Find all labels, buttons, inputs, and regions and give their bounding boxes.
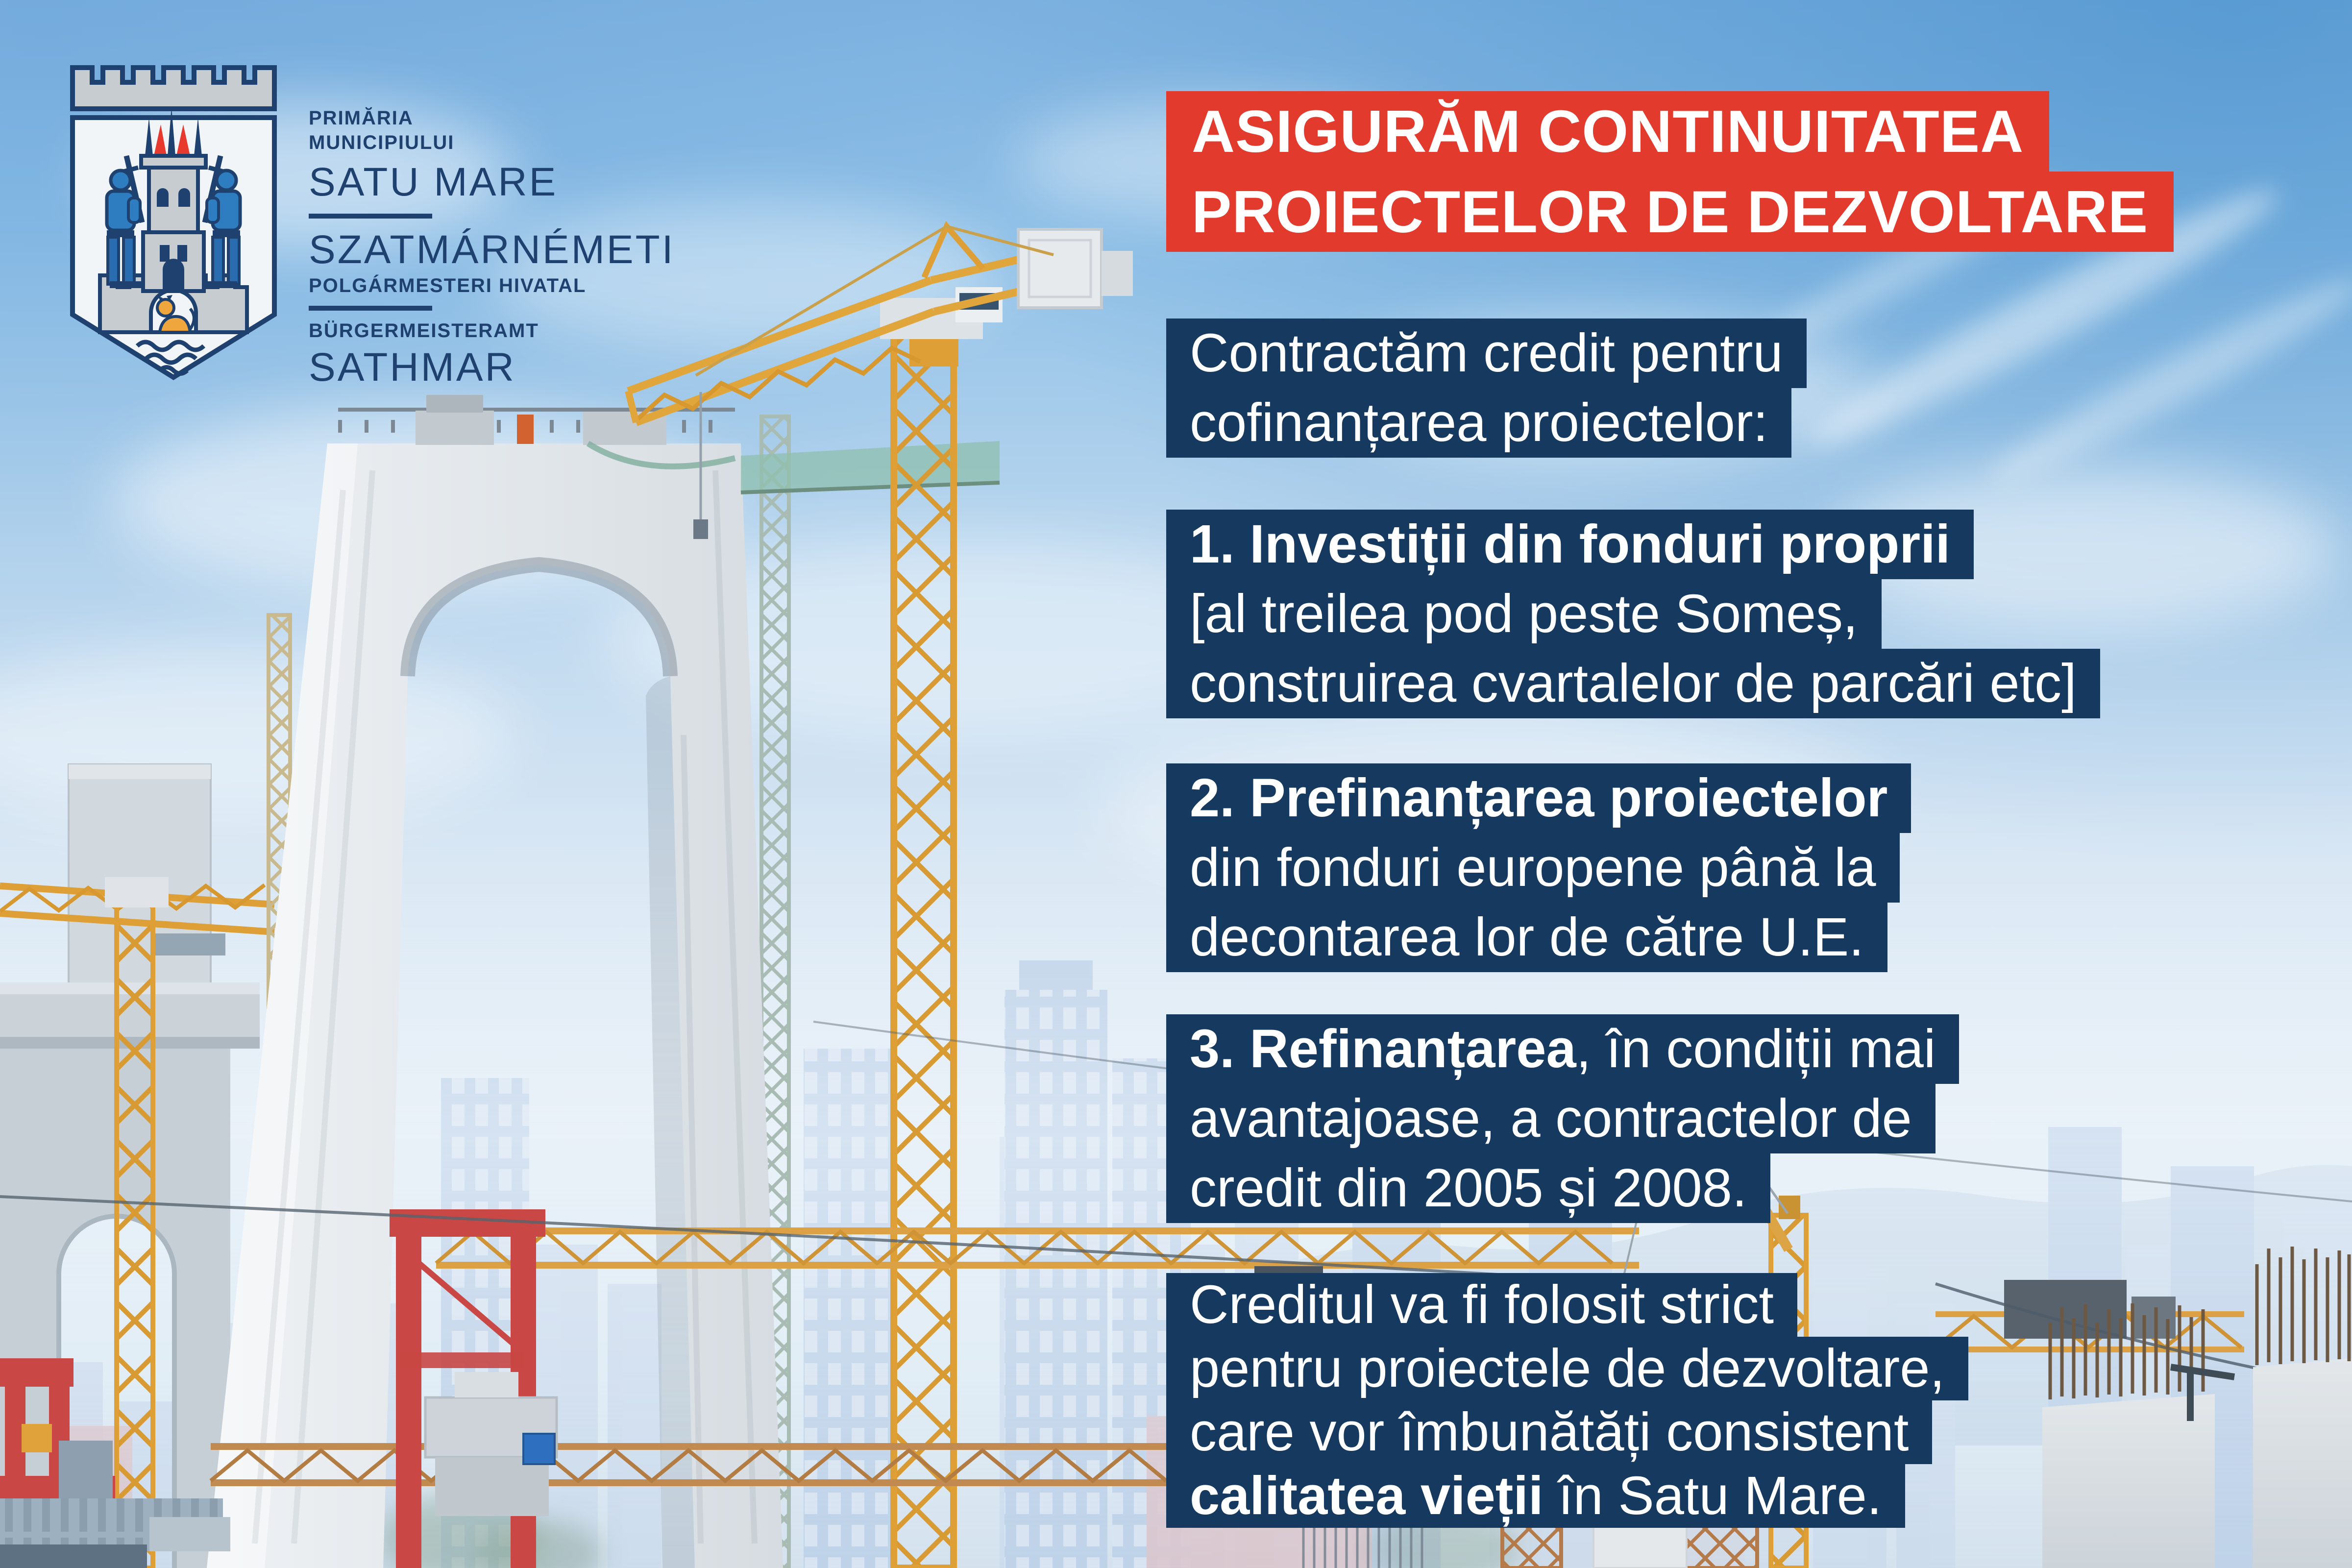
headline-line-1 [1166,91,2049,172]
item2-line-2 [1166,833,1900,903]
item1-text-2: [al treilea pod peste Someș, [1190,584,1858,644]
headline-line-2 [1166,172,2174,252]
outro-text-3: care vor îmbunătăți consistent [1190,1402,1909,1462]
item1-line-3 [1166,649,2100,718]
headline-text-1: ASIGURĂM CONTINUITATEA [1192,98,2024,165]
shield-battlements [73,68,274,109]
item1-title-text: 1. Investiții din fonduri proprii [1190,514,1951,574]
item3-text-2: avantajoase, a contractelor de [1190,1088,1912,1149]
outro-line-2 [1166,1337,1968,1400]
intro-text-1: Contractăm credit pentru [1190,323,1783,383]
outro-line-3 [1166,1400,1932,1464]
item3-line-2 [1166,1084,1936,1153]
outro-line-4 [1166,1464,1905,1528]
item2-line-3 [1166,903,1887,972]
item2-title [1166,763,1911,833]
city-name-hu: SZATMÁRNÉMETI [309,227,675,272]
headline-banner [1166,91,2174,252]
satu-mare-coat-of-arms-icon [69,60,278,387]
authority-ro-line1: PRIMĂRIA [309,107,414,129]
item2-text-3: decontarea lor de către U.E. [1190,907,1864,967]
city-name-ro: SATU MARE [309,160,558,204]
outro-text-4-bold: calitatea vieții [1190,1466,1544,1526]
city-name-de: SATHMAR [309,345,516,390]
headline-text-2: PROIECTELOR DE DEZVOLTARE [1192,178,2149,245]
item3-text-3: credit din 2005 și 2008. [1190,1158,1747,1218]
outro-paragraph [1166,1273,1968,1528]
divider [309,306,432,311]
intro-text-2: cofinanțarea proiectelor: [1190,392,1768,453]
outro-text-2: pentru proiectele de dezvoltare, [1190,1338,1945,1398]
item3-title-bold: 3. Refinanțarea [1190,1019,1576,1079]
list-item-1 [1166,510,2100,718]
outro-line-1 [1166,1273,1797,1337]
list-item-3 [1166,1014,1959,1223]
blue-container [523,1434,555,1464]
divider [309,214,432,219]
authority-hu: POLGÁRMESTERI HIVATAL [309,275,587,296]
municipality-logo-text [309,106,675,391]
outro-text-1: Creditul va fi folosit strict [1190,1274,1774,1335]
authority-ro-line2: MUNICIPIULUI [309,132,455,153]
item3-title-rest: , în condiții mai [1576,1019,1936,1079]
item3-title [1166,1014,1959,1084]
item2-title-text: 2. Prefinanțarea proiectelor [1190,768,1888,828]
outro-text-4-rest: în Satu Mare. [1543,1466,1882,1526]
intro-line-1 [1166,318,1807,388]
item1-title [1166,510,1974,579]
authority-de: BÜRGERMEISTERAMT [309,320,539,342]
list-item-2 [1166,763,1911,972]
intro-paragraph [1166,318,1807,458]
intro-line-2 [1166,388,1791,458]
item1-text-3: construirea cvartalelor de parcări etc] [1190,653,2077,713]
item1-line-2 [1166,579,1882,649]
item2-text-2: din fonduri europene până la [1190,837,1876,898]
item3-line-3 [1166,1153,1770,1223]
